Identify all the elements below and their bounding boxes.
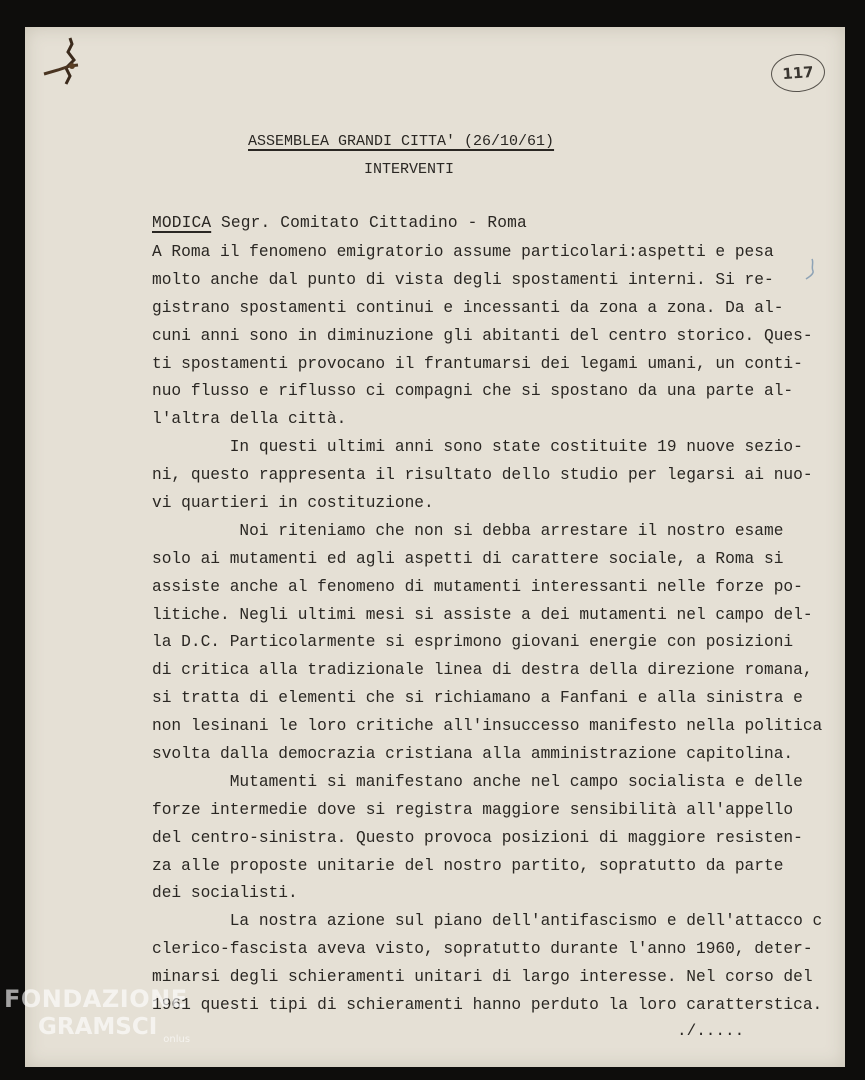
watermark-g-initial: G — [38, 1014, 57, 1040]
body-line: nuo flusso e riflusso ci compagni che si spostano da una parte al- — [152, 382, 794, 401]
body-line: gistrano spostamenti continui e incessanti da zona a zona. Da al- — [152, 298, 784, 317]
document-subtitle: INTERVENTI — [364, 161, 455, 178]
body-line: vi quartieri in costituzione. — [152, 494, 434, 513]
document-title: ASSEMBLEA GRANDI CITTA' (26/10/61) — [248, 133, 555, 150]
page-number: 117 — [770, 52, 827, 94]
body-line: si tratta di elementi che si richiamano a Fanfani e alla sinistra e — [152, 689, 803, 708]
body-line: Noi riteniamo che non si debba arrestare il nostro esame — [152, 521, 784, 540]
body-line: ni, questo rappresenta il risultato dello studio per legarsi ai nuo- — [152, 466, 813, 485]
watermark-line-2-rest: RAMSCI — [56, 1014, 158, 1040]
body-line: A Roma il fenomeno emigratorio assume particolari:aspetti e pesa — [152, 243, 774, 261]
body-line: non lesinani le loro critiche all'insuccesso manifesto nella politica — [152, 717, 823, 736]
body-line: del centro-sinistra. Questo provoca posizioni di maggiore resisten- — [152, 828, 803, 847]
body-line: dei socialisti. — [152, 884, 298, 903]
staple-mark-icon — [40, 32, 88, 92]
body-line: Mutamenti si manifestano anche nel campo socialista e delle — [152, 772, 803, 791]
document-page — [25, 27, 845, 1067]
body-line: litiche. Negli ultimi mesi si assiste a dei mutamenti nel campo del- — [152, 605, 813, 624]
document-body — [152, 239, 822, 1020]
body-line: clerico-fascista aveva visto, sopratutto durante l'anno 1960, deter- — [152, 940, 813, 959]
body-line: forze intermedie dove si registra maggiore sensibilità all'appello — [152, 800, 794, 819]
watermark-line-1: FONDAZIONE — [4, 985, 188, 1013]
body-line: di critica alla tradizionale linea di destra della direzione romana, — [152, 661, 813, 680]
body-line: minarsi degli schieramenti unitari di largo interesse. Nel corso del — [152, 968, 813, 987]
body-line: la D.C. Particolarmente si esprimono giovani energie con posizioni — [152, 633, 794, 652]
body-line: 1961 questi tipi di schieramenti hanno perduto la loro caratterstica. — [152, 996, 823, 1015]
speaker-name: MODICA — [152, 214, 212, 232]
speaker-role: Segr. Comitato Cittadino - Roma — [211, 214, 527, 232]
watermark-suffix: onlus — [163, 1034, 191, 1045]
body-line: l'altra della città. — [152, 410, 347, 429]
speaker-line — [152, 214, 527, 232]
body-line: In questi ultimi anni sono state costituite 19 nuove sezio- — [152, 438, 803, 457]
body-line: La nostra azione sul piano dell'antifascismo e dell'attacco c — [152, 912, 823, 931]
body-line: cuni anni sono in diminuzione gli abitanti del centro storico. Ques- — [152, 326, 813, 345]
body-line: assiste anche al fenomeno di mutamenti interessanti nelle forze po- — [152, 577, 803, 596]
continuation-marker: ./..... — [677, 1022, 745, 1040]
body-line: svolta dalla democrazia cristiana alla amministrazione capitolina. — [152, 745, 794, 764]
body-line: ti spostamenti provocano il frantumarsi dei legami umani, un conti- — [152, 354, 803, 373]
body-line: molto anche dal punto di vista degli spostamenti interni. Si re- — [152, 270, 774, 289]
body-line: za alle proposte unitarie del nostro partito, sopratutto da parte — [152, 856, 784, 875]
body-line: solo ai mutamenti ed agli aspetti di carattere sociale, a Roma si — [152, 549, 784, 568]
